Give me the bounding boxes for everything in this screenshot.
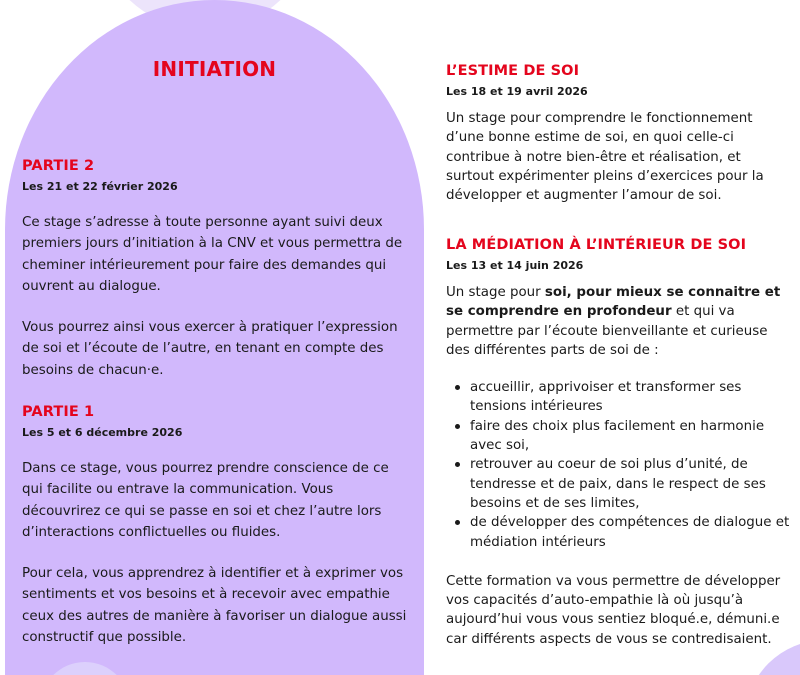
estime-paragraph: Un stage pour comprendre le fonctionnement d’une bonne estime de soi, en quoi celle-ci contribue à notre bien-être et réalisation, et surtout expérimenter pleins d’exercices pour la développer et augmenter l’amour de soi. [446, 111, 764, 204]
estime-date: Les 18 et 19 avril 2026 [446, 85, 588, 98]
mediation-closing: Cette formation va vous permettre de développer vos capacités d’auto-empathie là où jusqu’à aujourd’hui vous vous sentiez bloqué.e, démuni.e car différents aspects de vous se contredisaient. [446, 573, 781, 647]
mediation-title: LA MÉDIATION À L’INTÉRIEUR DE SOI [446, 237, 747, 253]
mediation-intro-prefix: Un stage pour [446, 285, 545, 300]
mediation-intro [446, 283, 791, 360]
initiation-title: INITIATION [152, 57, 277, 81]
part-1-date: Les 5 et 6 décembre 2026 [22, 426, 183, 439]
mediation-bullet-list [446, 378, 791, 552]
part-2-date: Les 21 et 22 février 2026 [22, 180, 178, 193]
part-2-paragraph-2: Vous pourrez ainsi vous exercer à pratiquer l’expression de soi et l’écoute de l’autre, en tenant en compte des besoins de chacun·e. [22, 320, 398, 378]
list-item: de développer des compétences de dialogue et médiation intérieurs [446, 513, 791, 552]
part-1-paragraph-2: Pour cela, vous apprendrez à identifier et à exprimer vos sentiments et vos besoins et à recevoir avec empathie ceux des autres de manière à favoriser un dialogue aussi constructif que possible. [22, 566, 407, 646]
estime-title: L’ESTIME DE SOI [446, 63, 580, 79]
list-item: retrouver au coeur de soi plus d’unité, de tendresse et de paix, dans le respect de ses besoins et de ses limites, [446, 455, 791, 513]
list-item: accueillir, apprivoiser et transformer ses tensions intérieures [446, 378, 791, 417]
mediation-intro-bold: soi, pour mieux se connaitre et se comprendre en profondeur [446, 285, 781, 320]
mediation-date: Les 13 et 14 juin 2026 [446, 259, 584, 272]
initiation-part-2 [22, 157, 412, 381]
part-1-paragraph-1: Dans ce stage, vous pourrez prendre conscience de ce qui facilite ou entrave la communication. Vous découvrirez ce qui se passe en soi et chez l’autre lors d’interactions conflictuelles ou fluides. [22, 461, 389, 540]
mediation-intro-suffix: et qui va permettre par l’écoute bienveillante et curieuse des différentes parts de soi de : [446, 304, 768, 358]
part-2-paragraph-1: Ce stage s’adresse à toute personne ayant suivi deux premiers jours d’initiation à la CNV et vous permettra de cheminer intérieurement pour faire des demandes qui ouvrent au dialogue. [22, 215, 403, 294]
part-2-title: PARTIE 2 [22, 158, 95, 174]
part-1-title: PARTIE 1 [22, 404, 95, 420]
list-item: faire des choix plus facilement en harmonie avec soi, [446, 417, 791, 456]
estime-de-soi-section [446, 62, 791, 205]
initiation-part-1 [22, 403, 412, 648]
mediation-section [446, 236, 791, 649]
